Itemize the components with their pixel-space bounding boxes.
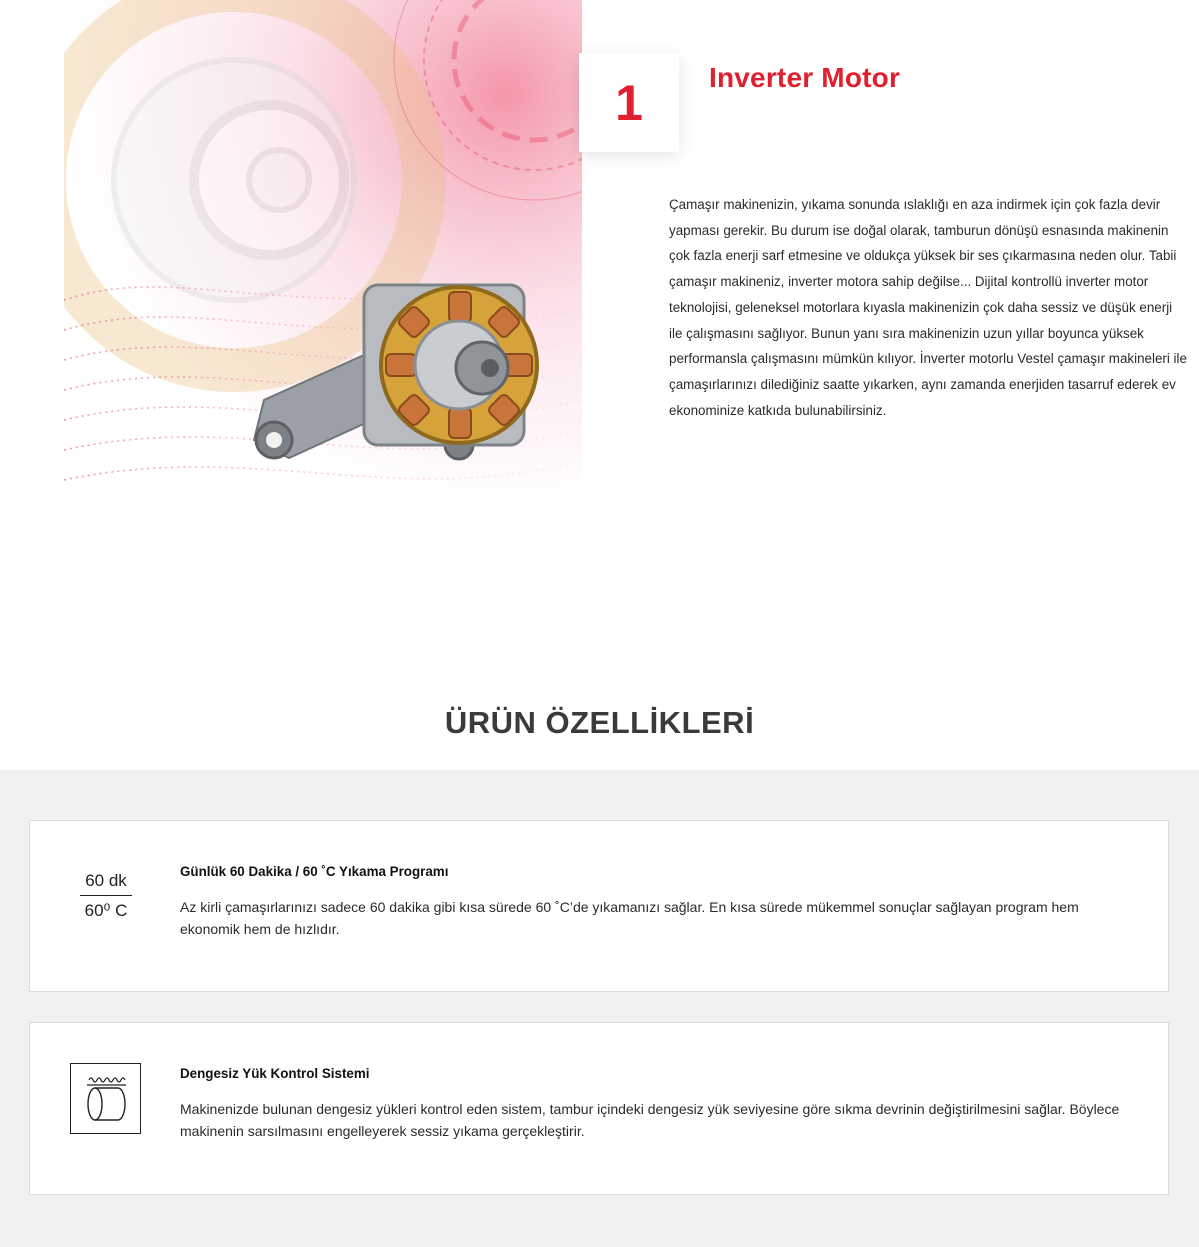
icon-divider	[80, 895, 132, 896]
icon-top-text: 60 dk	[85, 871, 127, 890]
product-features-title: ÜRÜN ÖZELLİKLERİ	[444, 705, 755, 740]
unbalanced-load-drum-icon	[70, 1063, 141, 1134]
feature-description: Çamaşır makinenizin, yıkama sonunda ıslaklığı en aza indirmek için çok fazla devir yapması gerekir. Bu durum ise doğal olarak, tamburun dönüşü esnasında makinenin çok fazla enerji sarf etmesine ve oldukça yüksek bir ses çıkarmasına neden olur. Tabii çamaşır makineniz, inverter motora sahip değilse... Dijital kontrollü inverter motor teknolojisi, geleneksel motorlara kıyasla makinenizin çok daha sessiz ve düşük enerji ile çalışmasını sağlıyor. Bunun yanı sıra makinenizin uzun yıllar boyunca yüksek performansla çalışmasını mümkün kılıyor. İnverter motorlu Vestel çamaşır makineleri ile çamaşırlarınızı dilediğiniz saatte yıkarken, aynı zamanda enerjiden tasarruf ederek ev ekonominize katkıda bulunabilirsiniz.	[669, 197, 1187, 418]
card-description: Makinenizde bulunan dengesiz yükleri kontrol eden sistem, tambur içindeki dengesiz yük seviyesine göre sıkma devrinin değiştirilmesini sağlar. Böylece makinenin sarsılmasını engelleyerek sessiz yıkama gerçekleştirir.	[180, 1101, 1120, 1139]
motor-illustration	[64, 0, 582, 514]
60-min-60c-icon	[80, 869, 132, 922]
icon-bottom-text: 60⁰ C	[84, 901, 128, 920]
feature-number-badge	[579, 53, 679, 152]
feature-title: Inverter Motor	[709, 62, 901, 93]
drum-icon-graphic	[71, 1064, 142, 1135]
feature-card-unbalanced-load	[29, 1022, 1169, 1195]
feature-card-60-min-program	[29, 820, 1169, 992]
card-title: Günlük 60 Dakika / 60 ˚C Yıkama Programı	[180, 864, 449, 879]
inverter-motor-image	[64, 0, 582, 514]
card-description: Az kirli çamaşırlarınızı sadece 60 dakika gibi kısa sürede 60 ˚C’de yıkamanızı sağlar. En kısa sürede mükemmel sonuçlar sağlayan program hem ekonomik hem de hızlıdır.	[180, 899, 1079, 937]
feature-number: 1	[615, 74, 643, 131]
card-title: Dengesiz Yük Kontrol Sistemi	[180, 1066, 370, 1081]
